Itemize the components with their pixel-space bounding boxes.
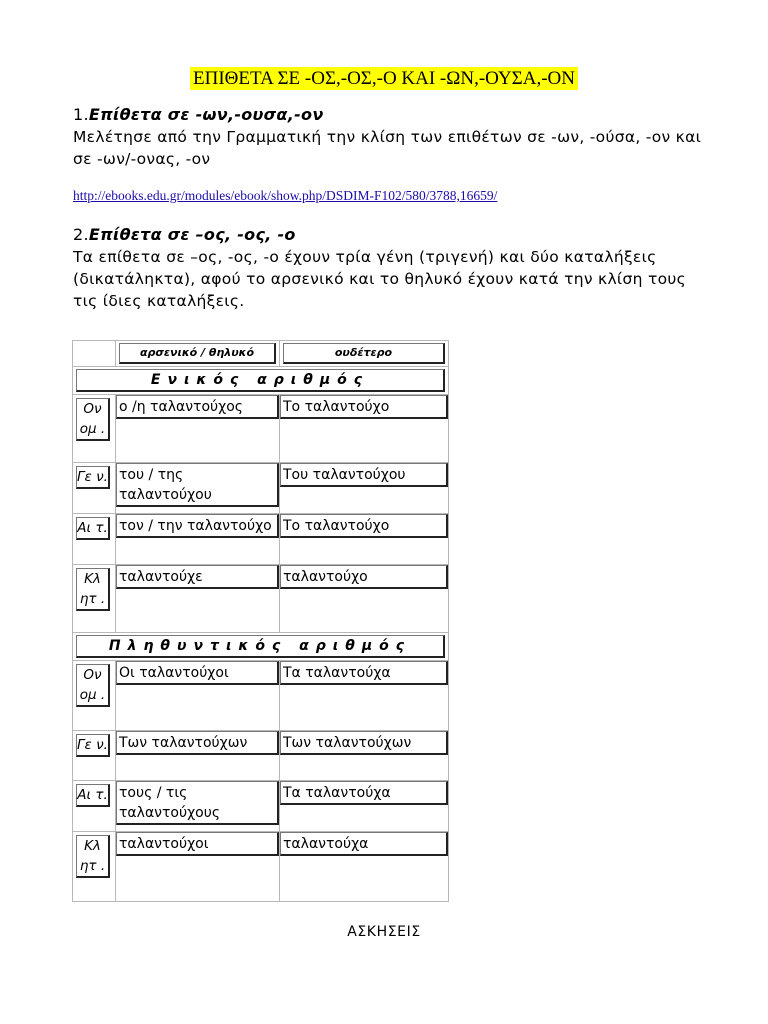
n-value: Το ταλαντούχο bbox=[280, 514, 448, 538]
table-row bbox=[73, 395, 449, 463]
section-2-title: Επίθετα σε –ος, -ος, -ο bbox=[88, 225, 296, 244]
section-1-text: Μελέτησε από την Γραμματική την κλίση των επιθέτων σε -ων, -ούσα, -ον και σε -ων/-ονας, -ον bbox=[73, 128, 702, 168]
header-mf-cell bbox=[116, 341, 280, 367]
n-cell bbox=[280, 463, 449, 514]
mf-cell bbox=[116, 565, 280, 633]
declension-table bbox=[72, 340, 449, 902]
page-title bbox=[0, 68, 768, 90]
mf-value: ταλαντούχοι bbox=[116, 832, 279, 856]
mf-cell bbox=[116, 832, 280, 902]
section-1-number: 1. bbox=[73, 105, 89, 124]
section-2 bbox=[73, 224, 713, 312]
header-neuter-cell bbox=[280, 341, 449, 367]
n-cell bbox=[280, 565, 449, 633]
table-header-row bbox=[73, 341, 449, 367]
n-value: Των ταλαντούχων bbox=[280, 731, 448, 755]
n-cell bbox=[280, 661, 449, 731]
mf-value: τους / τις ταλαντούχους bbox=[116, 781, 279, 825]
n-value: Τα ταλαντούχα bbox=[280, 781, 448, 805]
n-value: Τα ταλαντούχα bbox=[280, 661, 448, 685]
mf-cell bbox=[116, 661, 280, 731]
case-cell bbox=[73, 514, 116, 565]
section-1 bbox=[73, 104, 713, 170]
mf-value: τον / την ταλαντούχο bbox=[116, 514, 279, 538]
case-label: Κλ ητ . bbox=[76, 568, 110, 611]
mf-cell bbox=[116, 463, 280, 514]
title-text: ΕΠΙΘΕΤΑ ΣΕ -ΟΣ,-ΟΣ,-Ο ΚΑΙ -ΩΝ,-ΟΥΣΑ,-ΟΝ bbox=[190, 67, 578, 90]
case-cell bbox=[73, 832, 116, 902]
case-cell bbox=[73, 731, 116, 781]
col-masc-fem-header: αρσενικό / θηλυκό bbox=[119, 343, 276, 364]
exercises-heading: ΑΣΚΗΣΕΙΣ bbox=[347, 924, 421, 940]
case-cell bbox=[73, 565, 116, 633]
case-label: Γε ν. bbox=[76, 466, 110, 489]
table-row bbox=[73, 661, 449, 731]
case-label: Ον ομ . bbox=[76, 398, 110, 441]
singular-label: Ενικός αριθμός bbox=[76, 369, 445, 392]
mf-cell bbox=[116, 781, 280, 832]
header-empty-cell bbox=[73, 341, 116, 367]
n-cell bbox=[280, 832, 449, 902]
case-label: Ον ομ . bbox=[76, 664, 110, 707]
mf-cell bbox=[116, 514, 280, 565]
section-2-text: Τα επίθετα σε –ος, -ος, -ο έχουν τρία γένη (τριγενή) και δύο καταλήξεις (δικατάληκτα), αφού το αρσενικό και το θηλυκό έχουν κατά την κλίση τους τις ίδιες καταλήξεις. bbox=[73, 248, 687, 310]
n-cell bbox=[280, 514, 449, 565]
case-cell bbox=[73, 463, 116, 514]
case-label: Αι τ. bbox=[76, 784, 110, 807]
table-row bbox=[73, 731, 449, 781]
singular-band-row bbox=[73, 367, 449, 395]
case-label: Κλ ητ . bbox=[76, 835, 110, 878]
section-2-heading bbox=[73, 224, 713, 246]
n-cell bbox=[280, 731, 449, 781]
mf-value: Των ταλαντούχων bbox=[116, 731, 279, 755]
plural-band-cell bbox=[73, 633, 449, 661]
mf-cell bbox=[116, 731, 280, 781]
case-cell bbox=[73, 395, 116, 463]
mf-cell bbox=[116, 395, 280, 463]
section-1-heading bbox=[73, 104, 713, 126]
plural-label: Πληθυντικός αριθμός bbox=[76, 635, 445, 658]
case-label: Γε ν. bbox=[76, 734, 110, 757]
table-row bbox=[73, 565, 449, 633]
ebook-link[interactable]: http://ebooks.edu.gr/modules/ebook/show.php/DSDIM-F102/580/3788,16659/ bbox=[73, 188, 498, 203]
section-1-title: Επίθετα σε -ων,-ουσα,-ον bbox=[88, 105, 324, 124]
mf-value: ταλαντούχε bbox=[116, 565, 279, 589]
singular-band-cell bbox=[73, 367, 449, 395]
table-row bbox=[73, 463, 449, 514]
plural-band-row bbox=[73, 633, 449, 661]
section-2-number: 2. bbox=[73, 225, 89, 244]
mf-value: ο /η ταλαντούχος bbox=[116, 395, 279, 419]
n-cell bbox=[280, 781, 449, 832]
mf-value: του / της ταλαντούχου bbox=[116, 463, 279, 507]
case-cell bbox=[73, 781, 116, 832]
case-label: Αι τ. bbox=[76, 517, 110, 540]
col-neuter-header: ουδέτερο bbox=[283, 343, 445, 364]
n-cell bbox=[280, 395, 449, 463]
n-value: Του ταλαντούχου bbox=[280, 463, 448, 487]
n-value: Το ταλαντούχο bbox=[280, 395, 448, 419]
table-row bbox=[73, 514, 449, 565]
mf-value: Οι ταλαντούχοι bbox=[116, 661, 279, 685]
case-cell bbox=[73, 661, 116, 731]
n-value: ταλαντούχα bbox=[280, 832, 448, 856]
n-value: ταλαντούχο bbox=[280, 565, 448, 589]
table-row bbox=[73, 832, 449, 902]
table-row bbox=[73, 781, 449, 832]
